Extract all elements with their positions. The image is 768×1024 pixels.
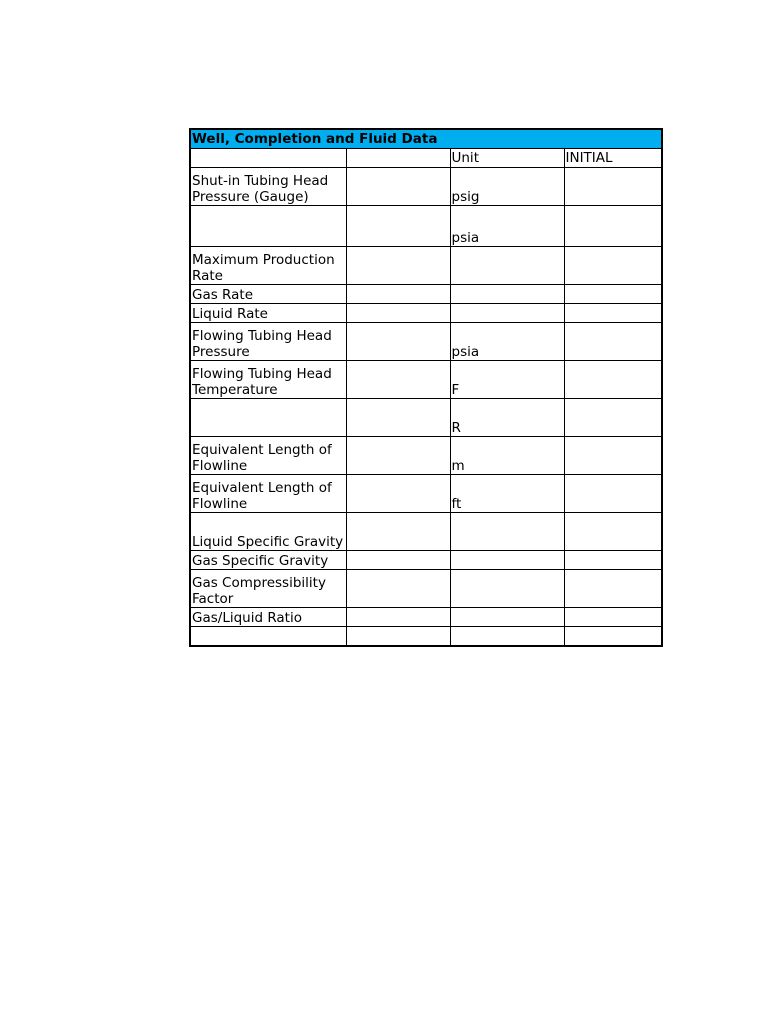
table-row [190, 399, 662, 437]
row-unit-cell[interactable]: R [450, 399, 564, 437]
row-label-cell[interactable] [190, 627, 346, 647]
row-unit-cell[interactable]: m [450, 437, 564, 475]
table-row [190, 475, 662, 513]
row-value-cell[interactable] [346, 285, 450, 304]
row-initial-cell[interactable] [564, 285, 662, 304]
row-label-cell[interactable]: Maximum Production Rate [190, 247, 346, 285]
row-unit-cell[interactable]: psia [450, 206, 564, 247]
header-cell-value[interactable] [346, 149, 450, 168]
row-unit-cell[interactable] [450, 304, 564, 323]
row-label-cell[interactable]: Flowing Tubing Head Pressure [190, 323, 346, 361]
table-row [190, 247, 662, 285]
row-unit-cell[interactable]: psig [450, 168, 564, 206]
row-label-cell[interactable] [190, 399, 346, 437]
row-label-cell[interactable]: Gas Rate [190, 285, 346, 304]
table-row [190, 206, 662, 247]
table-row [190, 285, 662, 304]
row-label-cell[interactable]: Flowing Tubing Head Temperature [190, 361, 346, 399]
table-title[interactable]: Well, Completion and Fluid Data [190, 129, 662, 149]
row-unit-cell[interactable]: F [450, 361, 564, 399]
table-row [190, 513, 662, 551]
table-title-row [190, 129, 662, 149]
row-initial-cell[interactable] [564, 437, 662, 475]
header-cell-unit[interactable]: Unit [450, 149, 564, 168]
row-value-cell[interactable] [346, 437, 450, 475]
table-row [190, 437, 662, 475]
table-row [190, 168, 662, 206]
row-initial-cell[interactable] [564, 247, 662, 285]
row-value-cell[interactable] [346, 168, 450, 206]
row-initial-cell[interactable] [564, 608, 662, 627]
well-completion-fluid-data-table [189, 128, 663, 647]
row-value-cell[interactable] [346, 475, 450, 513]
row-initial-cell[interactable] [564, 361, 662, 399]
row-value-cell[interactable] [346, 323, 450, 361]
row-unit-cell[interactable] [450, 608, 564, 627]
row-value-cell[interactable] [346, 627, 450, 647]
row-initial-cell[interactable] [564, 206, 662, 247]
row-label-cell[interactable]: Liquid Specific Gravity [190, 513, 346, 551]
row-label-cell[interactable]: Equivalent Length of Flowline [190, 437, 346, 475]
row-value-cell[interactable] [346, 608, 450, 627]
row-unit-cell[interactable] [450, 551, 564, 570]
row-value-cell[interactable] [346, 304, 450, 323]
table-row [190, 551, 662, 570]
row-label-cell[interactable]: Gas Compressibility Factor [190, 570, 346, 608]
table-row [190, 608, 662, 627]
table-row [190, 323, 662, 361]
row-value-cell[interactable] [346, 206, 450, 247]
row-value-cell[interactable] [346, 247, 450, 285]
row-initial-cell[interactable] [564, 627, 662, 647]
row-unit-cell[interactable] [450, 285, 564, 304]
row-initial-cell[interactable] [564, 570, 662, 608]
table-row [190, 361, 662, 399]
row-label-cell[interactable]: Shut-in Tubing Head Pressure (Gauge) [190, 168, 346, 206]
row-initial-cell[interactable] [564, 475, 662, 513]
header-cell-initial[interactable]: INITIAL [564, 149, 662, 168]
row-label-cell[interactable] [190, 206, 346, 247]
row-initial-cell[interactable] [564, 168, 662, 206]
table-row [190, 570, 662, 608]
table-row [190, 304, 662, 323]
row-value-cell[interactable] [346, 361, 450, 399]
row-initial-cell[interactable] [564, 304, 662, 323]
spreadsheet-sheet [189, 128, 661, 647]
row-initial-cell[interactable] [564, 551, 662, 570]
row-label-cell[interactable]: Gas/Liquid Ratio [190, 608, 346, 627]
row-initial-cell[interactable] [564, 513, 662, 551]
row-value-cell[interactable] [346, 399, 450, 437]
row-value-cell[interactable] [346, 513, 450, 551]
row-unit-cell[interactable] [450, 513, 564, 551]
row-unit-cell[interactable] [450, 570, 564, 608]
header-cell-label[interactable] [190, 149, 346, 168]
row-initial-cell[interactable] [564, 323, 662, 361]
row-label-cell[interactable]: Equivalent Length of Flowline [190, 475, 346, 513]
row-unit-cell[interactable] [450, 247, 564, 285]
table-row [190, 627, 662, 647]
row-label-cell[interactable]: Gas Specific Gravity [190, 551, 346, 570]
row-unit-cell[interactable]: psia [450, 323, 564, 361]
row-unit-cell[interactable] [450, 627, 564, 647]
row-initial-cell[interactable] [564, 399, 662, 437]
row-label-cell[interactable]: Liquid Rate [190, 304, 346, 323]
row-value-cell[interactable] [346, 570, 450, 608]
row-value-cell[interactable] [346, 551, 450, 570]
row-unit-cell[interactable]: ft [450, 475, 564, 513]
table-header-row [190, 149, 662, 168]
